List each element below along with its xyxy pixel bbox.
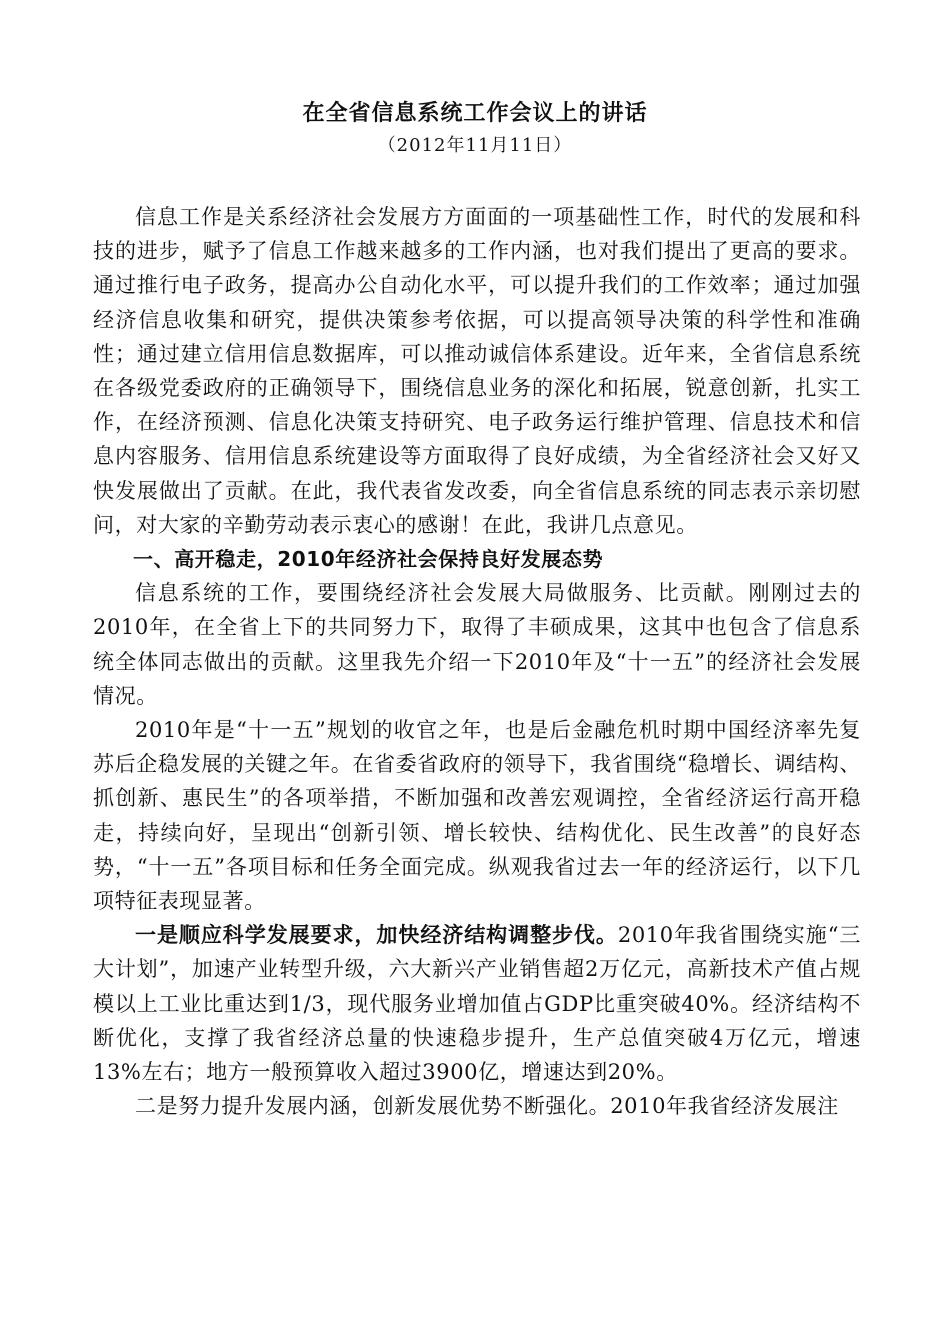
- paragraph-service: 信息系统的工作，要围绕经济社会发展大局做服务、比贡献。刚刚过去的2010年，在全省上下的共同努力下，取得了丰硕成果，这其中也包含了信息系统全体同志做出的贡献。这里我先介绍一下2010年及“十一五”的经济社会发展情况。: [93, 581, 861, 708]
- paragraph-innovation: 二是努力提升发展内涵，创新发展优势不断强化。2010年我省经济发展注: [135, 1094, 839, 1119]
- paragraph-2010-overview: 2010年是“十一五”规划的收官之年，也是后金融危机时期中国经济率先复苏后企稳发展的关键之年。在省委省政府的领导下，我省围绕“稳增长、调结构、抓创新、惠民生”的各项举措，不断加强和改善宏观调控，全省经济运行高开稳走，持续向好，呈现出“创新引领、增长较快、结构优化、民生改善”的良好态势，“十一五”各项目标和任务全面完成。纵观我省过去一年的经济运行，以下几项特征表现显著。: [93, 718, 861, 914]
- paragraph-structure-text: 2010年我省围绕实施“三大计划”，加速产业转型升级，六大新兴产业销售超2万亿元，高新技术产值占规模以上工业比重达到1/3，现代服务业增加值占GDP比重突破40%。经济结构不断优化，支撑了我省经济总量的快速稳步提升，生产总值突破4万亿元，增速13%左右；地方一般预算收入超过3900亿，增速达到20%。: [93, 923, 861, 1085]
- section-heading: 一、高开稳走，2010年经济社会保持良好发展态势: [133, 547, 604, 572]
- document-date: （2012年11月11日）: [377, 135, 573, 156]
- lead-phrase: 一是顺应科学发展要求，加快经济结构调整步伐。: [135, 922, 618, 948]
- document-title: 在全省信息系统工作会议上的讲话: [302, 100, 648, 126]
- paragraph-intro: 信息工作是关系经济社会发展方方面面的一项基础性工作，时代的发展和科技的进步，赋予了信息工作越来越多的工作内涵，也对我们提出了更高的要求。通过推行电子政务，提高办公自动化水平，可以提升我们的工作效率；通过加强经济信息收集和研究，提供决策参考依据，可以提高领导决策的科学性和准确性；通过建立信用信息数据库，可以推动诚信体系建设。近年来，全省信息系统在各级党委政府的正确领导下，围绕信息业务的深化和拓展，锐意创新，扎实工作，在经济预测、信息化决策支持研究、电子政务运行维护管理、信息技术和信息内容服务、信用信息系统建设等方面取得了良好成绩，为全省经济社会又好又快发展做出了贡献。在此，我代表省发改委，向全省信息系统的同志表示亲切慰问，对大家的辛勤劳动表示衷心的感谢！在此，我讲几点意见。: [93, 205, 861, 537]
- paragraph-structure: [93, 918, 861, 1089]
- document-body: [93, 200, 861, 1123]
